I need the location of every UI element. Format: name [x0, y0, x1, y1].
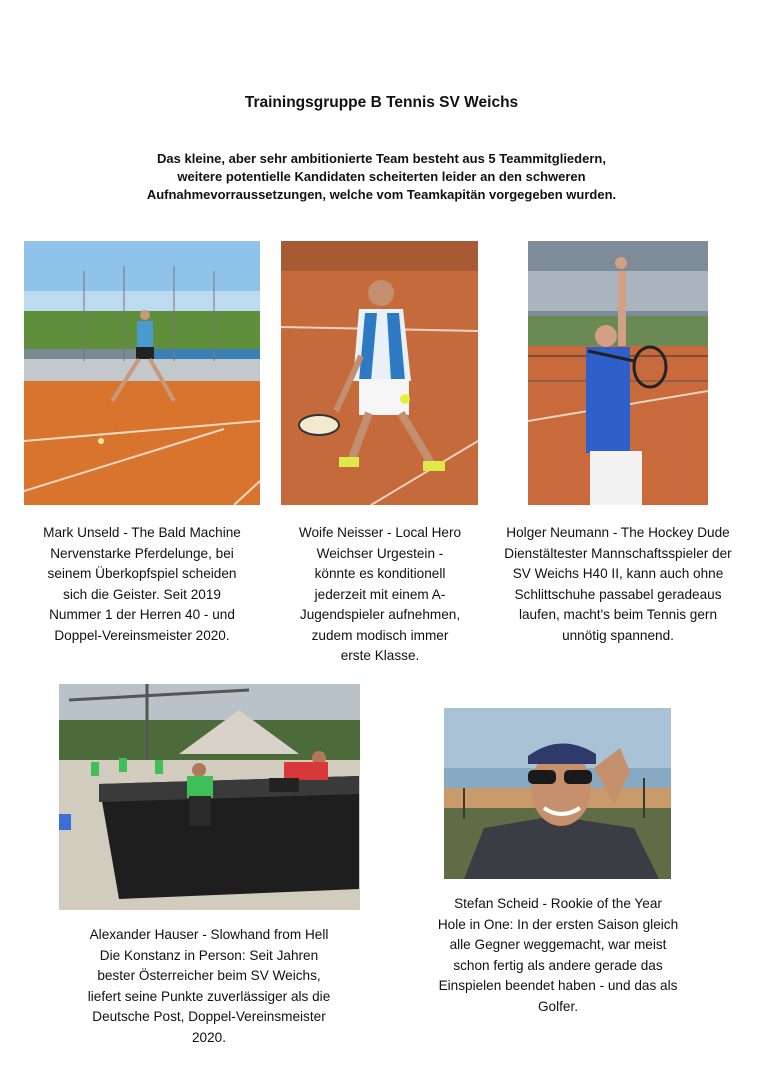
- member-description-line: laufen, macht's beim Tennis gern: [518, 607, 718, 622]
- caption-alexander-hauser: [56, 925, 362, 1048]
- member-description-line: erste Klasse.: [340, 648, 420, 663]
- member-description-line: seinem Überkopfspiel scheiden: [47, 566, 237, 581]
- caption-woife-neisser: [270, 523, 490, 667]
- member-description-line: Deutsche Post, Doppel-Vereinsmeister: [92, 1009, 326, 1024]
- member-description-line: liefert seine Punkte zuverlässiger als die: [87, 988, 331, 1004]
- intro-line: weitere potentielle Kandidaten scheiterten leider an den schweren: [177, 169, 586, 184]
- member-description-line: schon fertig als andere gerade das: [453, 957, 663, 973]
- intro-paragraph: [80, 150, 683, 204]
- member-name-line: Mark Unseld - The Bald Machine: [43, 525, 241, 540]
- member-description-line: Nervenstarke Pferdelunge, bei: [50, 545, 234, 561]
- member-description-line: Golfer.: [537, 998, 579, 1014]
- intro-line: Das kleine, aber sehr ambitionierte Team besteht aus 5 Teammitgliedern,: [157, 151, 606, 166]
- photo-woife-neisser: [281, 241, 478, 505]
- member-description-line: unnötig spannend.: [562, 627, 674, 643]
- member-description-line: Jugendspieler aufnehmen,: [299, 607, 461, 622]
- caption-stefan-scheid: [412, 894, 704, 1017]
- member-description-line: zudem modisch immer: [311, 627, 449, 643]
- photo-alexander-hauser: [59, 684, 360, 910]
- photo-stefan-scheid: [444, 708, 671, 879]
- member-description-line: SV Weichs H40 II, kann auch ohne: [512, 566, 724, 581]
- member-description-line: alle Gegner weggemacht, war meist: [449, 937, 667, 952]
- caption-holger-neumann: [487, 523, 749, 646]
- member-name-line: Woife Neisser - Local Hero: [298, 525, 462, 540]
- member-description-line: könnte es konditionell: [314, 566, 446, 581]
- member-name-line: Stefan Scheid - Rookie of the Year: [454, 896, 662, 911]
- member-description-line: Dienstältester Mannschaftsspieler der: [504, 545, 732, 561]
- photo-mark-unseld: [24, 241, 260, 505]
- member-description-line: Schlittschuhe passabel geradeaus: [514, 586, 722, 602]
- member-description-line: jederzeit mit einem A-: [314, 586, 446, 602]
- photo-holger-neumann: [528, 241, 708, 505]
- member-description-line: Einspielen beendet haben - und das als: [438, 978, 678, 993]
- caption-mark-unseld: [14, 523, 270, 646]
- member-name-line: Alexander Hauser - Slowhand from Hell: [89, 927, 329, 942]
- member-description-line: 2020.: [191, 1029, 227, 1045]
- member-description-line: Doppel-Vereinsmeister 2020.: [54, 627, 230, 643]
- member-description-line: Die Konstanz in Person: Seit Jahren: [99, 947, 319, 963]
- member-description-line: Nummer 1 der Herren 40 - und: [49, 607, 235, 622]
- member-description-line: sich die Geister. Seit 2019: [63, 586, 221, 602]
- member-description-line: Weichser Urgestein -: [316, 545, 444, 561]
- member-name-line: Holger Neumann - The Hockey Dude: [506, 525, 730, 540]
- document-title: Trainingsgruppe B Tennis SV Weichs: [244, 94, 519, 111]
- member-description-line: Hole in One: In der ersten Saison gleich: [437, 916, 679, 932]
- member-description-line: bester Österreicher beim SV Weichs,: [97, 968, 321, 983]
- intro-line: Aufnahmevorraussetzungen, welche vom Teamkapitän vorgegeben wurden.: [146, 187, 617, 202]
